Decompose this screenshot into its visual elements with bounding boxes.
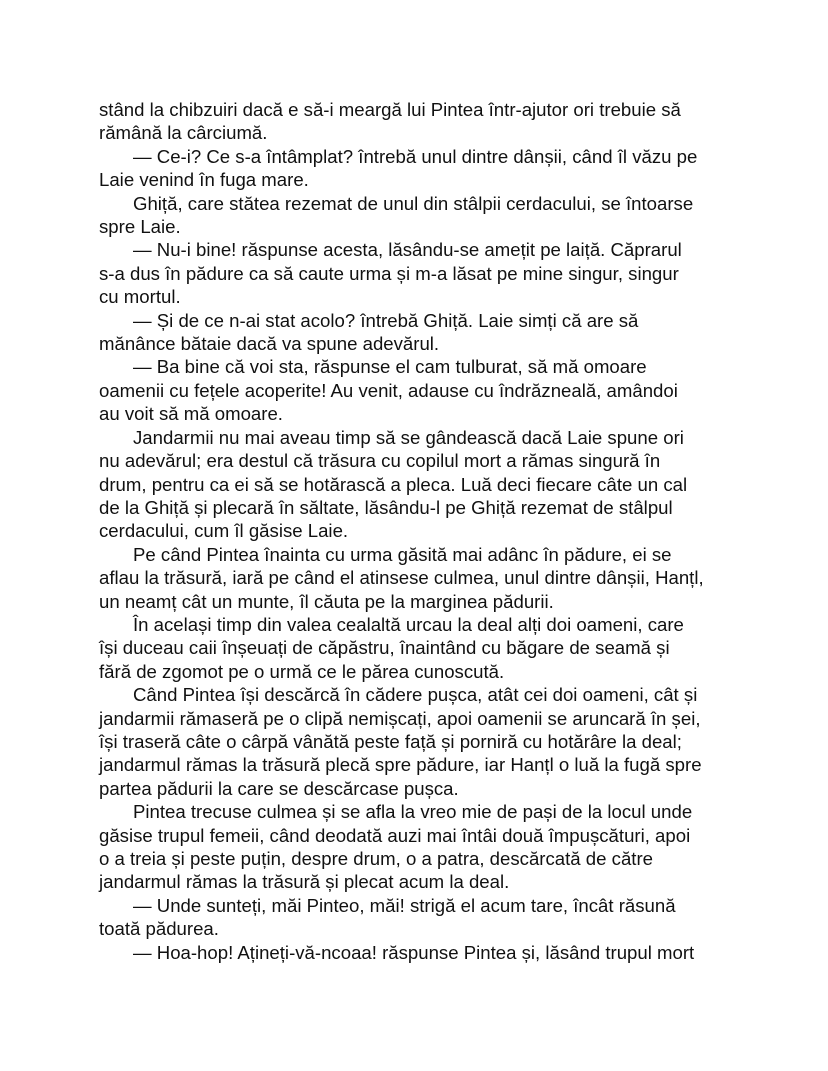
text-body <box>99 98 739 964</box>
text-line: își duceau caii înșeuați de căpăstru, înaintând cu băgare de seamă și <box>99 637 670 659</box>
text-line: Pe când Pintea înainta cu urma găsită mai adânc în pădure, ei se <box>133 543 672 565</box>
text-line: Când Pintea își descărcă în cădere pușca, atât cei doi oameni, cât și <box>133 684 698 706</box>
text-line: jandarmul rămas la trăsură plecă spre pădure, iar Hanțl o luă la fugă spre <box>99 754 702 776</box>
text-line: un neamț cât un munte, îl căuta pe la marginea pădurii. <box>99 590 554 612</box>
text-line: — Hoa-hop! Ațineți-vă-ncoaa! răspunse Pintea și, lăsând trupul mort <box>133 941 695 963</box>
text-line: cerdacului, cum îl găsise Laie. <box>99 520 349 542</box>
text-line: — Și de ce n-ai stat acolo? întrebă Ghiță. Laie simți că are să <box>133 309 639 331</box>
text-line: s-a dus în pădure ca să caute urma și m-a lăsat pe mine singur, singur <box>99 262 679 284</box>
text-line: oamenii cu fețele acoperite! Au venit, adause cu îndrăzneală, amândoi <box>99 379 678 401</box>
text-line: — Ba bine că voi sta, răspunse el cam tulburat, să mă omoare <box>133 356 647 378</box>
text-line: au voit să mă omoare. <box>99 403 283 425</box>
text-line: mănânce bătaie dacă va spune adevărul. <box>99 333 440 355</box>
paragraph <box>99 355 739 425</box>
paragraph <box>99 192 739 239</box>
text-line: Pintea trecuse culmea și se afla la vreo mie de pași de la locul unde <box>133 801 693 823</box>
paragraph <box>99 238 739 308</box>
paragraph <box>99 800 739 894</box>
text-line: fără de zgomot pe o urmă ce le părea cunoscută. <box>99 660 505 682</box>
text-line: își traseră câte o cârpă vânătă peste față și porniră cu hotărâre la deal; <box>99 730 682 752</box>
text-line: găsise trupul femeii, când deodată auzi mai întâi două împușcături, apoi <box>99 824 691 846</box>
text-line: de la Ghiță și plecară în săltate, lăsându-l pe Ghiță rezemat de stâlpul <box>99 496 673 518</box>
text-line: Laie venind în fuga mare. <box>99 169 309 191</box>
text-line: Jandarmii nu mai aveau timp să se gândească dacă Laie spune ori <box>133 426 684 448</box>
paragraph <box>99 426 739 543</box>
text-line: aflau la trăsură, iară pe când el atinsese culmea, unul dintre dânșii, Hanțl, <box>99 567 704 589</box>
paragraph <box>99 894 739 941</box>
text-line: jandarmul rămas la trăsură și plecat acum la deal. <box>99 871 510 893</box>
paragraph <box>99 941 739 964</box>
text-line: În același timp din valea cealaltă urcau la deal alți doi oameni, care <box>133 613 684 635</box>
text-line: toată pădurea. <box>99 918 219 940</box>
text-line: partea pădurii la care se descărcase pușca. <box>99 777 459 799</box>
text-line: spre Laie. <box>99 216 181 238</box>
paragraph <box>99 145 739 192</box>
paragraph <box>99 613 739 683</box>
text-line: stând la chibzuiri dacă e să-i meargă lui Pintea într-ajutor ori trebuie să <box>99 99 681 120</box>
paragraph <box>99 98 739 145</box>
paragraph <box>99 543 739 613</box>
paragraph <box>99 309 739 356</box>
text-line: — Unde sunteți, măi Pinteo, măi! strigă el acum tare, încât răsună <box>133 894 676 916</box>
paragraph <box>99 683 739 800</box>
text-line: cu mortul. <box>99 286 181 308</box>
text-line: o a treia și peste puțin, despre drum, o a patra, descărcată de către <box>99 848 653 869</box>
text-line: jandarmii rămaseră pe o clipă nemișcați, apoi oamenii se aruncară în șei, <box>99 707 701 729</box>
text-line: nu adevărul; era destul că trăsura cu copilul mort a rămas singură în <box>99 450 661 472</box>
text-line: — Ce-i? Ce s-a întâmplat? întrebă unul dintre dânșii, când îl văzu pe <box>133 145 698 167</box>
text-line: Ghiță, care stătea rezemat de unul din stâlpii cerdacului, se întoarse <box>133 192 694 214</box>
text-line: rămână la cârciumă. <box>99 122 268 144</box>
text-line: drum, pentru ca ei să se hotărască a pleca. Luă deci fiecare câte un cal <box>99 473 688 495</box>
text-line: — Nu-i bine! răspunse acesta, lăsându-se amețit pe laiță. Căprarul <box>133 239 682 261</box>
